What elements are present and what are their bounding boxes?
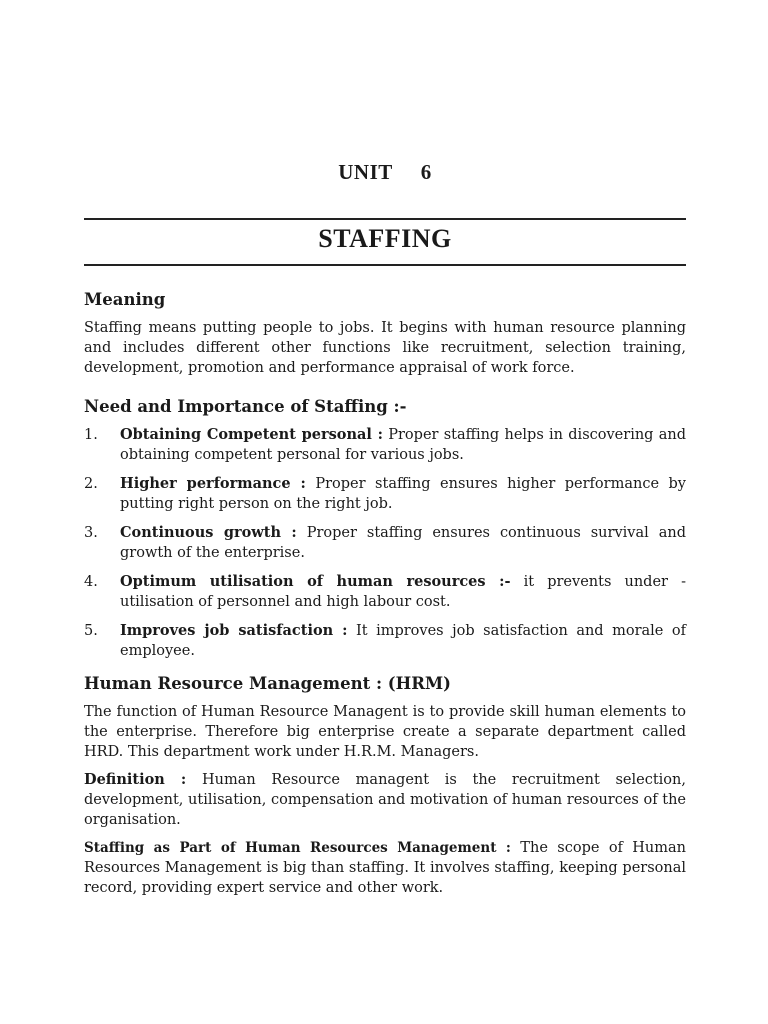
title-top-rule <box>84 218 686 220</box>
need-importance-section <box>84 395 686 661</box>
need-importance-heading: Need and Importance of Staffing :- <box>84 397 407 416</box>
meaning-heading: Meaning <box>84 290 166 309</box>
list-item-text <box>120 572 686 612</box>
page-content <box>84 288 686 898</box>
list-item-term: Higher performance : <box>120 475 306 492</box>
unit-number: 6 <box>420 160 432 184</box>
definition-text: Human Resource managent is the recruitment selection, development, utilisation, compensation and motivation of human resources of the organisation. <box>84 772 686 828</box>
title-bottom-rule <box>84 264 686 266</box>
list-item-description: it prevents under - utilisation of personnel and high labour cost. <box>120 574 686 610</box>
list-item-description: Proper staffing helps in discovering and obtaining competent personal for various jobs. <box>120 427 686 463</box>
staffing-part-term: Staffing as Part of Human Resources Management : <box>84 840 511 856</box>
meaning-section <box>84 288 686 378</box>
list-item-number: 1. <box>84 427 98 443</box>
list-item <box>84 474 686 514</box>
list-item-term: Optimum utilisation of human resources :- <box>120 573 511 590</box>
staffing-part-text: The scope of Human Resources Management is big than staffing. It involves staffing, keeping personal record, providing expert service and other work. <box>84 840 687 896</box>
list-item-text <box>120 621 686 661</box>
list-item-description: Proper staffing ensures higher performance by putting right person on the right job. <box>120 476 686 512</box>
list-item-number: 4. <box>84 574 98 590</box>
list-item-term: Continuous growth : <box>120 524 297 541</box>
list-item-description: Proper staffing ensures continuous survival and growth of the enterprise. <box>120 525 686 561</box>
list-item-description: It improves job satisfaction and morale of employee. <box>120 623 686 659</box>
list-item-term: Obtaining Competent personal : <box>120 426 383 443</box>
list-item <box>84 523 686 563</box>
hrm-definition-paragraph <box>84 770 686 830</box>
meaning-paragraph: Staffing means putting people to jobs. It begins with human resource planning and includes different other functions like recruitment, selection training, development, promotion and performance appraisal of work force. <box>84 320 686 376</box>
list-item <box>84 425 686 465</box>
unit-heading <box>0 160 768 185</box>
list-item-text <box>120 474 686 514</box>
importance-list <box>84 425 686 661</box>
list-item-text <box>120 425 686 465</box>
list-item <box>84 572 686 612</box>
list-item <box>84 621 686 661</box>
list-item-text <box>120 523 686 563</box>
hrm-section <box>84 672 686 898</box>
list-item-number: 5. <box>84 623 98 639</box>
hrm-intro-paragraph: The function of Human Resource Managent is to provide skill human elements to the enterprise. Therefore big enterprise create a separate department called HRD. This department work under H.R.M. Managers. <box>84 704 686 760</box>
list-item-number: 2. <box>84 476 98 492</box>
hrm-heading: Human Resource Management : (HRM) <box>84 674 451 693</box>
staffing-part-paragraph <box>84 838 686 898</box>
list-item-number: 3. <box>84 525 98 541</box>
unit-label: UNIT <box>338 160 393 184</box>
chapter-title: STAFFING <box>318 224 452 253</box>
definition-term: Definition : <box>84 771 187 788</box>
list-item-term: Improves job satisfaction : <box>120 622 348 639</box>
